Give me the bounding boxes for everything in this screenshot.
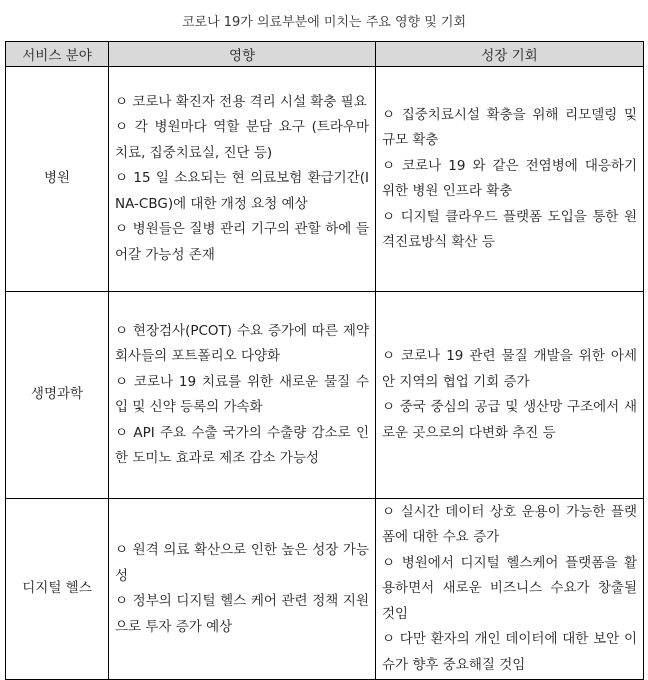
- impact-cell: [109, 499, 376, 680]
- header-opportunity: 성장 기회: [376, 42, 644, 67]
- impact-item: ㅇ 현장검사(PCOT) 수요 증가에 따른 제약 회사들의 포트폴리오 다양화: [115, 322, 369, 364]
- table-row-life-science: [6, 292, 644, 499]
- opportunity-cell: [376, 499, 644, 680]
- header-impact: 영향: [109, 42, 376, 67]
- impact-item: ㅇ 병원들은 질병 관리 기구의 관할 하에 들어갈 가능성 존재: [115, 221, 369, 263]
- opportunity-item: ㅇ 다만 환자의 개인 데이터에 대한 보안 이슈가 향후 중요해질 것임: [382, 631, 637, 673]
- table-caption: 코로나 19가 의료부분에 미치는 주요 영향 및 기회: [181, 15, 467, 30]
- opportunity-item: ㅇ 집중치료시설 확충을 위해 리모델링 및 규모 확충: [382, 106, 637, 148]
- header-service: 서비스 분야: [6, 42, 109, 67]
- opportunity-item: ㅇ 중국 중심의 공급 및 생산망 구조에서 새로운 곳으로의 다변화 추진 등: [382, 399, 637, 441]
- impact-item: ㅇ 각 병원마다 역할 분담 요구 (트라우마 치료, 집중치료실, 진단 등): [115, 119, 369, 161]
- impact-item: ㅇ 15 일 소요되는 현 의료보험 환급기간(INA-CBG)에 대한 개정 요청 예상: [115, 170, 369, 212]
- impact-item: ㅇ API 주요 수출 국가의 수출량 감소로 인한 도미노 효과로 제조 감소 가능성: [115, 424, 369, 466]
- opportunity-item: ㅇ 병원에서 디지털 헬스케어 플랫폼을 활용하면서 새로운 비즈니스 수요가 창출될 것임: [382, 554, 637, 622]
- opportunity-item: ㅇ 코로나 19 와 같은 전염병에 대응하기 위한 병원 인프라 확충: [382, 157, 637, 199]
- header-row: [6, 42, 644, 67]
- opportunity-item: ㅇ 디지털 클라우드 플랫폼 도입을 통한 원격진료방식 확산 등: [382, 208, 637, 250]
- impact-item: ㅇ 코로나 확진자 전용 격리 시설 확충 필요: [115, 93, 367, 110]
- impact-item: ㅇ 코로나 19 치료를 위한 새로운 물질 수입 및 신약 등록의 가속화: [115, 373, 369, 415]
- service-cell: 병원: [6, 67, 109, 292]
- table-row-hospital: [6, 67, 644, 292]
- impact-item: ㅇ 원격 의료 확산으로 인한 높은 성장 가능성: [115, 542, 369, 584]
- impact-item: ㅇ 정부의 디지털 헬스 케어 관련 정책 지원으로 투자 증가 예상: [115, 593, 369, 635]
- impact-cell: [109, 67, 376, 292]
- opportunity-cell: [376, 67, 644, 292]
- table-row-digital-health: [6, 499, 644, 680]
- impact-cell: [109, 292, 376, 499]
- impact-table: [5, 41, 644, 680]
- service-cell: 디지털 헬스: [6, 499, 109, 680]
- opportunity-item: ㅇ 실시간 데이터 상호 운용이 가능한 플랫폼에 대한 수요 증가: [382, 503, 637, 546]
- opportunity-cell: [376, 292, 644, 499]
- opportunity-item: ㅇ 코로나 19 관련 물질 개발을 위한 아세안 지역의 협업 기회 증가: [382, 348, 637, 390]
- service-cell: 생명과학: [6, 292, 109, 499]
